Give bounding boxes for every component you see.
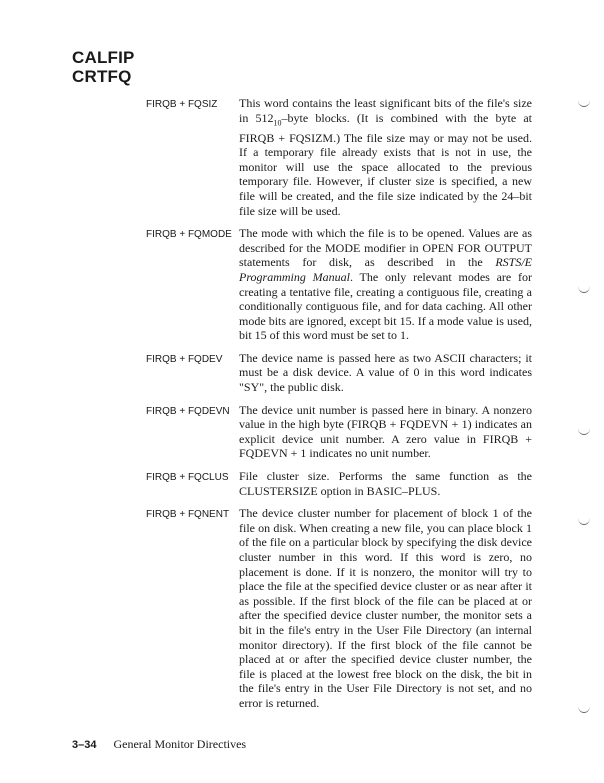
field-label: FIRQB + FQDEVN [146, 405, 230, 417]
field-entry [146, 226, 532, 343]
text-run: This word contains the least significant bits of the file's size in 512 [239, 96, 532, 125]
page-number: 3–34 [72, 739, 97, 751]
field-entry [146, 506, 532, 710]
field-description [239, 226, 532, 343]
section-heading [72, 48, 135, 86]
field-label: FIRQB + FQCLUS [146, 472, 229, 484]
binder-mark [578, 286, 590, 293]
binder-mark [578, 706, 590, 713]
field-description [239, 506, 532, 710]
description-text [239, 96, 532, 218]
description-text: File cluster size. Performs the same function as the CLUSTERSIZE option in BASIC–PLUS. [239, 469, 532, 498]
field-label: FIRQB + FQSIZ [146, 99, 218, 110]
field-entry [146, 96, 532, 218]
field-entry [146, 469, 532, 498]
heading-calfip: CALFIP [72, 48, 135, 67]
field-description [239, 469, 532, 498]
subscript: 10 [273, 117, 282, 127]
field-description [239, 403, 532, 461]
field-description [239, 351, 532, 395]
description-text: The device cluster number for placement of block 1 of the file on disk. When creating a new file, you can place block 1 of the file on a particular block by specifying the disk device cluster number in this word. If this word is zero, no placement is done. If it is nonzero, the monitor will try to place the file at the specified device cluster or as near after it as possible. If the first block of the file can be placed at or after the specified device cluster number, the monitor sets a bit in the file's entry in the User File Directory (an internal monitor directory). If the first block of the file cannot be placed at or after the specified device cluster number, the file is placed at the lowest free block on the disk, the bit in the file's entry in the User File Directory is not set, and no error is returned. [239, 506, 532, 710]
footer-title: General Monitor Directives [113, 737, 247, 751]
binder-mark [578, 518, 590, 525]
binder-mark [578, 428, 590, 435]
page-footer [72, 737, 246, 752]
field-label: FIRQB + FQDEV [146, 353, 223, 365]
field-entry [146, 351, 532, 395]
description-text: The device unit number is passed here in binary. A nonzero value in the high byte (FIRQB + FQDEVN + 1) indicates an explicit device unit number. A zero value in FIRQB + FQDEVN + 1 indicates no unit number. [239, 402, 532, 461]
field-label: FIRQB + FQNENT [146, 509, 230, 521]
manual-title: RSTS/E Programming Manual [239, 255, 532, 284]
description-text [239, 226, 532, 343]
binder-mark [578, 100, 590, 107]
text-run: –byte blocks. (It is combined with the byte at FIRQB + FQSIZM.) The file size may or may not be used. If a temporary file already exists that is not in use, the monitor will use the space allocated to the previous temporary file. However, if cluster size is specified, a new file will be created, and the file size indicated by the 24–bit file size will be used. [239, 110, 532, 218]
field-label: FIRQB + FQMODE [146, 229, 232, 241]
heading-crtfq: CRTFQ [72, 67, 132, 86]
field-descriptions [146, 96, 532, 719]
field-entry [146, 403, 532, 461]
text-run: The mode with which the file is to be opened. Values are as described for the MODE modifier in OPEN FOR OUTPUT statements for disk, as described in the [239, 226, 532, 270]
description-text: The device name is passed here as two ASCII characters; it must be a disk device. A value of 0 in this word indicates "SY", the public disk. [239, 350, 532, 395]
text-run: . The only relevant modes are for creating a tentative file, creating a contiguous file, creating a conditionally contiguous file, and for data caching. All other mode bits are ignored, except bit 15. If a mode value is used, bit 15 of this word must be set to 1. [239, 269, 532, 343]
field-description [239, 96, 532, 218]
